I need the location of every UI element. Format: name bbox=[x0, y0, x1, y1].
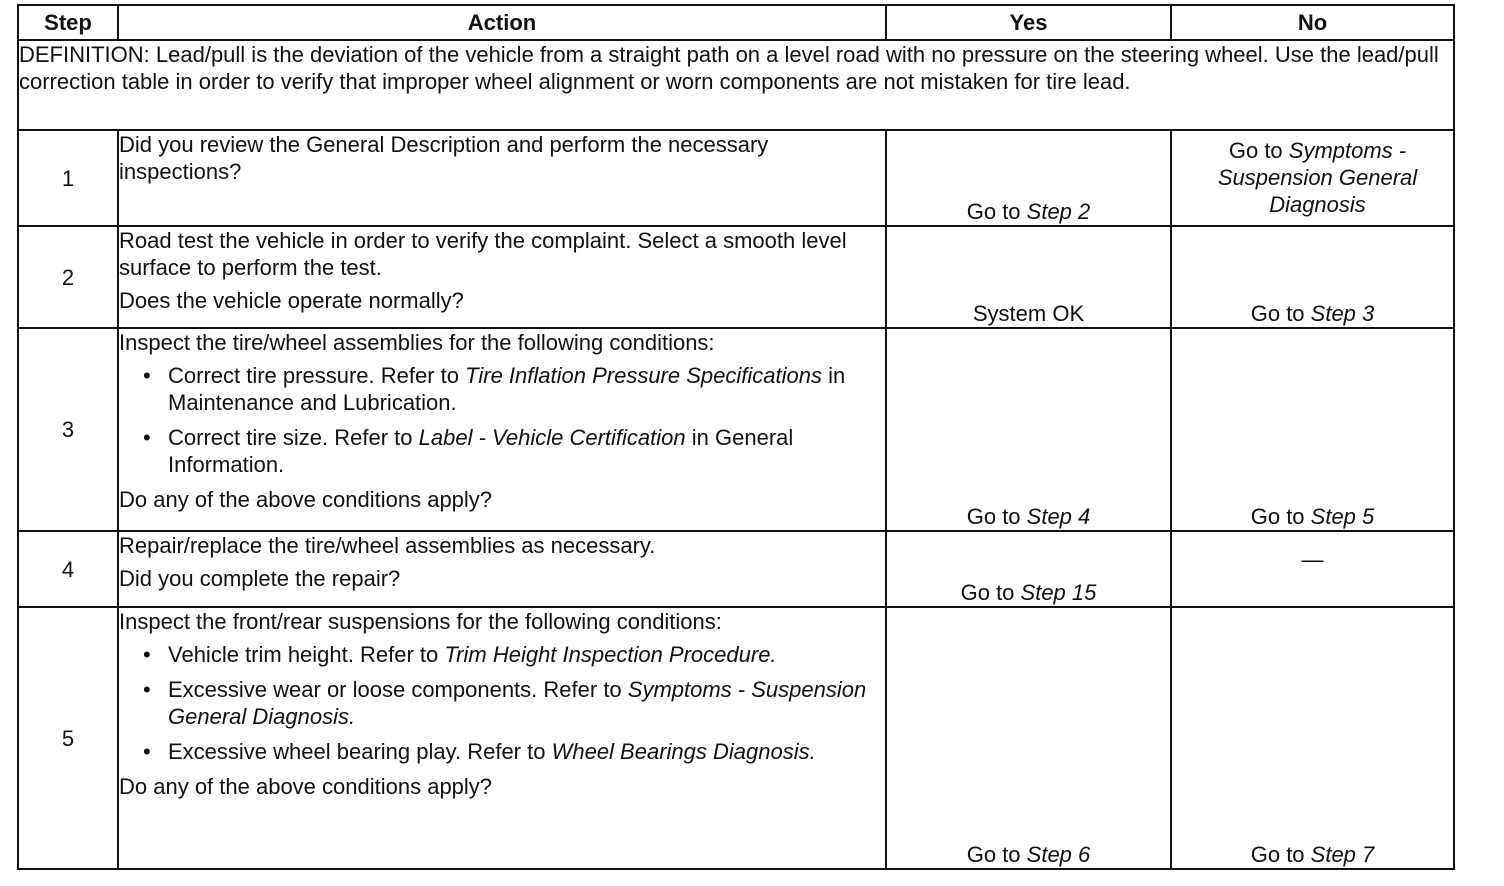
yes-step-link[interactable]: Step 15 bbox=[1020, 580, 1097, 605]
header-no: No bbox=[1171, 5, 1454, 40]
table-row bbox=[18, 226, 1454, 328]
step-number: 4 bbox=[18, 531, 118, 607]
yes-cell: Go to Step 6 bbox=[886, 607, 1171, 869]
header-action: Action bbox=[118, 5, 886, 40]
list-item: • Vehicle trim height. Refer to Trim Height Inspection Procedure. bbox=[143, 642, 777, 667]
action-cell bbox=[118, 226, 886, 328]
condition-list bbox=[119, 362, 885, 478]
definition-text: DEFINITION: Lead/pull is the deviation of the vehicle from a straight path on a level road with no pressure on the steering wheel. Use the lead/pull correction table in order to verify that improper wheel alignment or worn components are not mistaken for tire lead. bbox=[18, 40, 1454, 130]
table-row bbox=[18, 328, 1454, 531]
action-cell bbox=[118, 130, 886, 226]
bullet-icon: • bbox=[143, 363, 151, 388]
reference-link[interactable]: Wheel Bearings Diagnosis. bbox=[551, 739, 816, 764]
action-text: Did you review the General Description and perform the necessary inspections? bbox=[119, 132, 769, 184]
bullet-icon: • bbox=[143, 739, 151, 764]
reference-link[interactable]: Tire Inflation Pressure Specifications bbox=[465, 363, 822, 388]
step-number: 1 bbox=[18, 130, 118, 226]
action-text: Repair/replace the tire/wheel assemblies as necessary. bbox=[119, 533, 656, 558]
list-item: • Excessive wear or loose components. Refer to Symptoms - Suspension General Diagnosis. bbox=[143, 677, 867, 729]
action-text: Inspect the tire/wheel assemblies for the following conditions: bbox=[119, 330, 715, 355]
reference-link[interactable]: Trim Height Inspection Procedure. bbox=[444, 642, 777, 667]
header-step: Step bbox=[18, 5, 118, 40]
action-question: Did you complete the repair? bbox=[119, 566, 401, 591]
header-row bbox=[18, 5, 1454, 40]
condition-list bbox=[119, 641, 885, 765]
action-cell bbox=[118, 328, 886, 531]
yes-cell: Go to Step 2 bbox=[886, 130, 1171, 226]
no-cell bbox=[1171, 531, 1454, 607]
action-cell bbox=[118, 607, 886, 869]
yes-cell: System OK bbox=[886, 226, 1171, 328]
table-row bbox=[18, 130, 1454, 226]
yes-step-link[interactable]: Step 4 bbox=[1026, 504, 1091, 529]
not-applicable-dash: — bbox=[1301, 547, 1324, 572]
header-yes: Yes bbox=[886, 5, 1171, 40]
bullet-icon: • bbox=[143, 677, 151, 702]
step-number: 2 bbox=[18, 226, 118, 328]
definition-row bbox=[18, 40, 1454, 130]
list-item: • Excessive wheel bearing play. Refer to Wheel Bearings Diagnosis. bbox=[143, 739, 816, 764]
no-cell: Go to Step 3 bbox=[1171, 226, 1454, 328]
yes-step-link[interactable]: Step 6 bbox=[1026, 842, 1091, 867]
bullet-icon: • bbox=[143, 642, 151, 667]
action-question: Do any of the above conditions apply? bbox=[119, 774, 493, 799]
yes-cell: Go to Step 15 bbox=[886, 531, 1171, 607]
list-item: • Correct tire pressure. Refer to Tire Inflation Pressure Specifications in Maintenance and Lubrication. bbox=[143, 363, 846, 415]
reference-link[interactable]: Symptoms - Suspension General Diagnosis. bbox=[168, 677, 867, 729]
no-cell: Go to Symptoms - Suspension General Diagnosis bbox=[1171, 130, 1454, 226]
action-cell bbox=[118, 531, 886, 607]
diagnostic-table bbox=[17, 4, 1455, 870]
yes-cell: Go to Step 4 bbox=[886, 328, 1171, 531]
action-text: Road test the vehicle in order to verify the complaint. Select a smooth level surface to perform the test. bbox=[119, 228, 847, 280]
list-item: • Correct tire size. Refer to Label - Vehicle Certification in General Information. bbox=[143, 425, 794, 477]
yes-step-link[interactable]: Step 2 bbox=[1026, 199, 1091, 224]
action-question: Does the vehicle operate normally? bbox=[119, 288, 464, 313]
no-step-link[interactable]: Step 7 bbox=[1310, 842, 1375, 867]
step-number: 5 bbox=[18, 607, 118, 869]
action-question: Do any of the above conditions apply? bbox=[119, 487, 493, 512]
no-step-link[interactable]: Step 5 bbox=[1310, 504, 1375, 529]
no-step-link[interactable]: Step 3 bbox=[1310, 301, 1375, 326]
no-cell: Go to Step 5 bbox=[1171, 328, 1454, 531]
table-row bbox=[18, 531, 1454, 607]
step-number: 3 bbox=[18, 328, 118, 531]
bullet-icon: • bbox=[143, 425, 151, 450]
no-step-link[interactable]: Symptoms - Suspension General Diagnosis bbox=[1217, 138, 1418, 217]
reference-link[interactable]: Label - Vehicle Certification bbox=[418, 425, 686, 450]
action-text: Inspect the front/rear suspensions for the following conditions: bbox=[119, 609, 722, 634]
no-cell: Go to Step 7 bbox=[1171, 607, 1454, 869]
table-row bbox=[18, 607, 1454, 869]
